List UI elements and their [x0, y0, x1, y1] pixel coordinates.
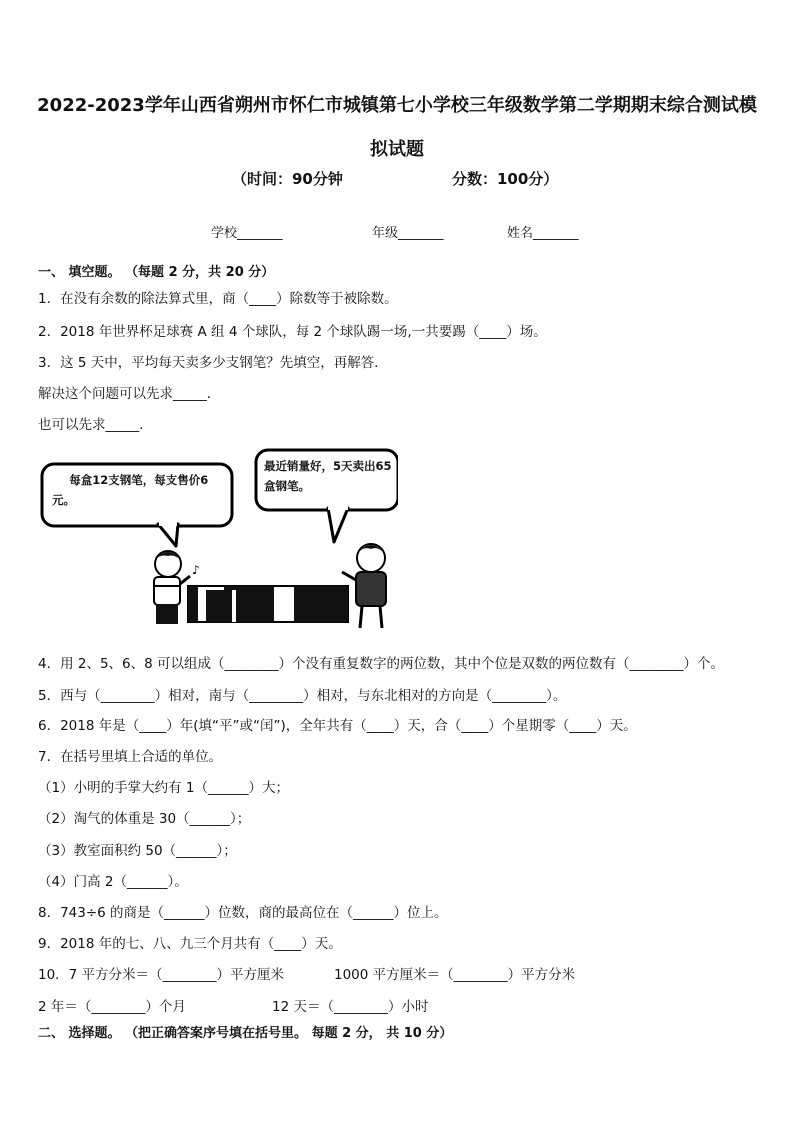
- pen-boxes: [188, 586, 348, 622]
- question-7-3: （3）教室面积约 50（______）；: [38, 843, 237, 859]
- question-3-part-b: 也可以先求_____．: [38, 417, 153, 433]
- exam-score: 分数：100分）: [452, 170, 559, 188]
- question-10-a: 10．7 平方分米＝（________）平方厘米: [38, 967, 285, 983]
- section-heading-2: 二、 选择题。 （把正确答案序号填在括号里。 每题 2 分， 共 10 分）: [38, 1026, 453, 1041]
- question-10-b: 1000 平方厘米＝（________）平方分米: [334, 967, 576, 983]
- question-7-1: （1）小明的手掌大约有 1（______）大；: [38, 780, 289, 796]
- svg-text:♪: ♪: [192, 563, 200, 577]
- exam-meta: [0, 168, 794, 194]
- question-9: 9．2018 年的七、八、九三个月共有（____）天。: [38, 936, 342, 952]
- question-3-part-a: 解决这个问题可以先求_____．: [38, 386, 221, 402]
- question-7-2: （2）淘气的体重是 30（______）；: [38, 811, 251, 827]
- question-5: 5．西与（________）相对，南与（________）相对，与东北相对的方向是（________）。: [38, 688, 567, 704]
- question-8: 8．743÷6 的商是（______）位数，商的最高位在（______）位上。: [38, 905, 448, 921]
- question-7-4: （4）门高 2（______）。: [38, 874, 188, 890]
- name-field[interactable]: 姓名_______: [507, 226, 579, 241]
- section-heading-1: 一、 填空题。 （每题 2 分，共 20 分）: [38, 265, 275, 280]
- school-field[interactable]: 学校_______: [211, 226, 283, 241]
- question-10-d: 12 天＝（________）小时: [272, 999, 429, 1015]
- bubble-right-text: 最近销量好，5天卖出65盒钢笔。: [264, 459, 392, 493]
- student-fields: [0, 222, 794, 244]
- question-10-c: 2 年＝（________）个月: [38, 999, 186, 1015]
- question-4: 4．用 2、5、6、8 可以组成（________）个没有重复数字的两位数，其中个位是双数的两位数有（________）个。: [38, 656, 725, 672]
- question-1: 1．在没有余数的除法算式里，商（____）除数等于被除数。: [38, 291, 398, 307]
- question-7: 7．在括号里填上合适的单位。: [38, 749, 223, 765]
- question-6: 6．2018 年是（____）年(填“平”或“闰”)，全年共有（____）天，合（____）个星期零（____）天。: [38, 718, 637, 734]
- page-title: 2022-2023学年山西省朔州市怀仁市城镇第七小学校三年级数学第二学期期末综合测试模拟试题: [37, 95, 757, 160]
- grade-field[interactable]: 年级_______: [372, 226, 444, 241]
- dialogue-illustration: [38, 446, 398, 636]
- bubble-left-text: 每盒12支钢笔，每支售价6元。: [52, 473, 209, 507]
- question-3: 3．这 5 天中，平均每天卖多少支钢笔？先填空，再解答．: [38, 355, 388, 371]
- exam-time: （时间：90分钟: [232, 170, 343, 188]
- question-2: 2．2018 年世界杯足球赛 A 组 4 个球队，每 2 个球队踢一场,一共要踢（____）场。: [38, 324, 547, 340]
